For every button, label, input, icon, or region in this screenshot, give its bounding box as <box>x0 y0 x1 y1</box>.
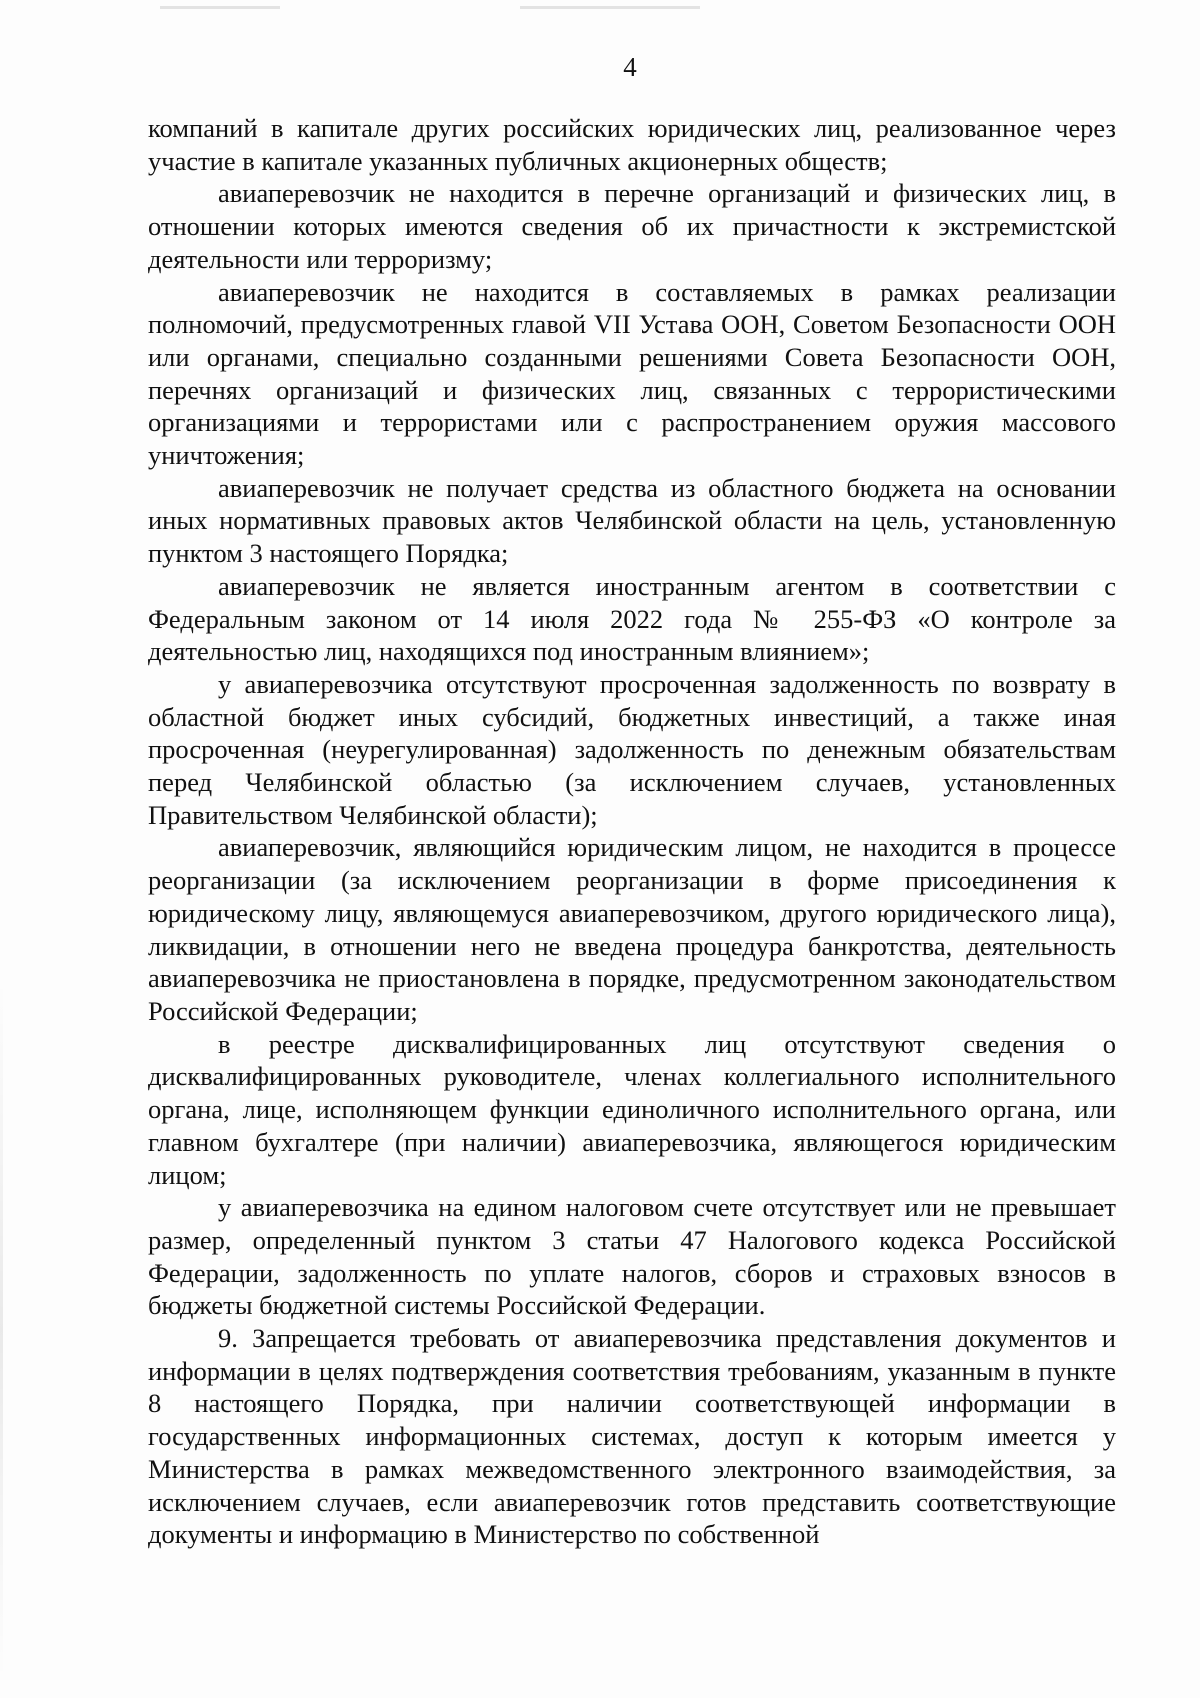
paragraph-no-reorganization: авиаперевозчик, являющийся юридическим лицом, не находится в процессе реорганизации (за исключением реорганизации в форме присоединения к юридическому лицу, являющемуся авиаперевозчиком, другого юридического лица), ликвидации, в отношении него не введена процедура банкротства, деятельность авиаперевозчика не приостановлена в порядке, предусмотренном законодательством Российской Федерации; <box>148 832 1116 1026</box>
scan-artifact <box>520 6 700 9</box>
paragraph-tax-debt: у авиаперевозчика на едином налоговом счете отсутствует или не превышает размер, определенный пунктом 3 статьи 47 Налогового кодекса Российской Федерации, задолженность по уплате налогов, сборов и страховых взносов в бюджеты бюджетной системы Российской Федерации. <box>148 1192 1116 1321</box>
paragraph-clause-9: 9. Запрещается требовать от авиаперевозчика представления документов и информации в целях подтверждения соответствия требованиям, указанным в пункте 8 настоящего Порядка, при наличии соответствующей информации в государственных информационных системах, доступ к которым имеется у Министерства в рамках межведомственного электронного взаимодействия, за исключением случаев, если авиаперевозчик готов представить соответствующие документы и информацию в Министерство по собственной <box>148 1323 1116 1550</box>
paragraph-continuation: компаний в капитале других российских юридических лиц, реализованное через участие в капитале указанных публичных акционерных обществ; <box>148 113 1116 176</box>
paragraph-no-overdue-debt: у авиаперевозчика отсутствуют просроченная задолженность по возврату в областной бюджет иных субсидий, бюджетных инвестиций, а также иная просроченная (неурегулированная) задолженность по денежным обязательствам перед Челябинской областью (за исключением случаев, установленных Правительством Челябинской области); <box>148 668 1116 830</box>
scan-artifact <box>0 980 3 1680</box>
scan-artifact <box>160 6 280 9</box>
paragraph-un-lists: авиаперевозчик не находится в составляемых в рамках реализации полномочий, предусмотренных главой VII Устава ООН, Советом Безопасности ООН или органами, специально созданными решениями Совета Безопасности ООН, перечнях организаций и физических лиц, связанных с террористическими организациями и террористами или с распространением оружия массового уничтожения; <box>148 276 1116 471</box>
paragraph-not-foreign-agent: авиаперевозчик не является иностранным агентом в соответствии с Федеральным законом от 14 июля 2022 года № 255-ФЗ «О контроле за деятельностью лиц, находящихся под иностранным влиянием»; <box>148 570 1116 667</box>
paragraph-no-other-budget-funds: авиаперевозчик не получает средства из областного бюджета на основании иных нормативных правовых актов Челябинской области на цель, установленную пунктом 3 настоящего Порядка; <box>148 472 1116 569</box>
page-number: 4 <box>623 52 637 82</box>
document-body <box>148 112 1116 1551</box>
paragraph-disqualified-registry: в реестре дисквалифицированных лиц отсутствуют сведения о дисквалифицированных руководителе, членах коллегиального исполнительного органа, лице, исполняющем функции единоличного исполнительного органа, или главном бухгалтере (при наличии) авиаперевозчика, являющегося юридическим лицом; <box>148 1028 1116 1190</box>
paragraph-extremism-list: авиаперевозчик не находится в перечне организаций и физических лиц, в отношении которых имеются сведения об их причастности к экстремистской деятельности или терроризму; <box>148 178 1116 274</box>
